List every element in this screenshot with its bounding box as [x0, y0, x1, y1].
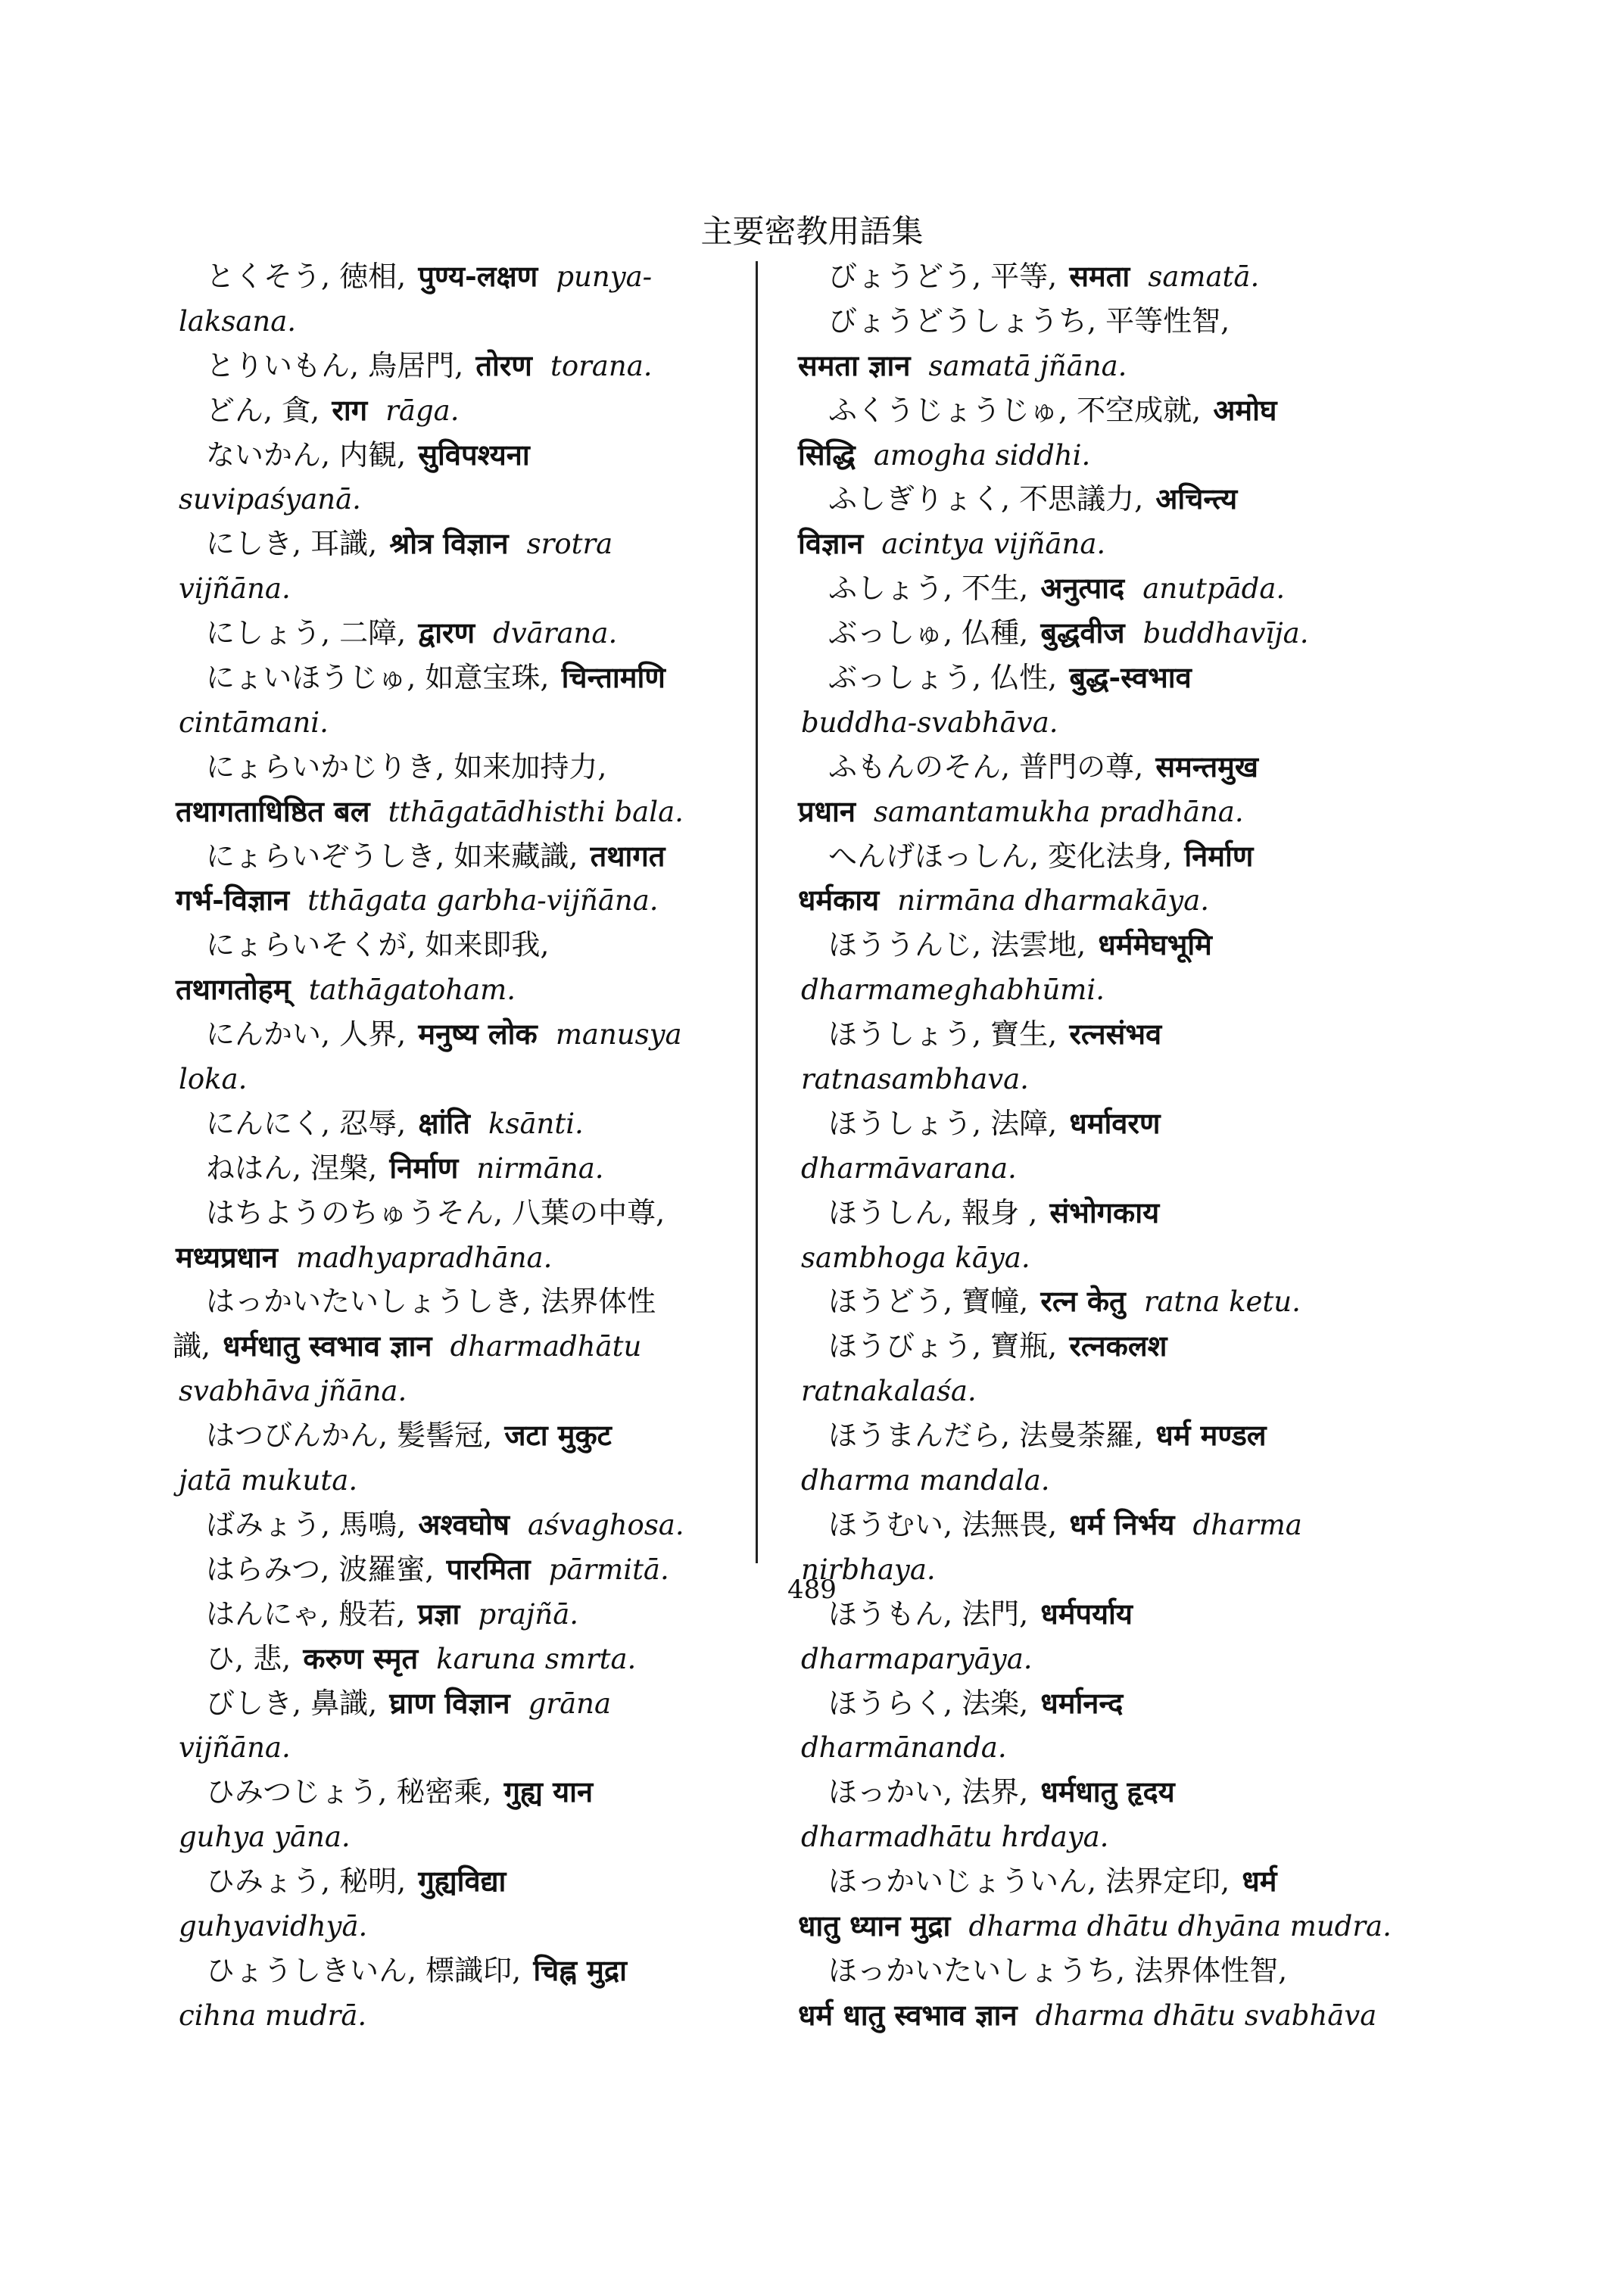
romanized-term: dharmāvarana. [801, 1151, 1017, 1185]
romanized-term: suvipaśyanā. [179, 483, 361, 516]
glossary-line [795, 1369, 1461, 1413]
sanskrit-term: गुह्यविद्या [418, 1864, 507, 1899]
japanese-term: ないかん, 内観, [206, 438, 407, 472]
glossary-line [173, 1413, 854, 1458]
glossary-line [795, 967, 1461, 1012]
sanskrit-term: राग [332, 392, 368, 427]
glossary-line [173, 1637, 854, 1681]
japanese-term: びょうどうしょうち, 平等性智, [828, 304, 1230, 338]
glossary-line [795, 1012, 1461, 1057]
japanese-term: ばみょう, 馬鳴, [206, 1507, 407, 1541]
japanese-term: ほううんじ, 法雲地, [828, 928, 1086, 962]
japanese-term: ぶっしゅ, 仏種, [828, 616, 1029, 650]
glossary-line [173, 1859, 854, 1904]
romanized-term: tthāgatādhisthi bala. [388, 795, 684, 828]
sanskrit-term: घ्राण विज्ञान [389, 1685, 510, 1720]
sanskrit-term: प्रधान [798, 793, 856, 828]
japanese-term: ふしぎりょく, 不思議力, [828, 482, 1144, 516]
sanskrit-term: समता ज्ञान [798, 347, 911, 382]
glossary-line [173, 522, 854, 566]
glossary-line [173, 790, 854, 834]
glossary-line [173, 344, 854, 388]
romanized-term: ksānti. [488, 1107, 584, 1140]
glossary-line [795, 745, 1461, 790]
right-column [795, 254, 1461, 2038]
romanized-term: anutpāda. [1142, 572, 1286, 606]
glossary-line [173, 1101, 854, 1146]
glossary-line [795, 1993, 1461, 2038]
sanskrit-term: मध्यप्रधान [176, 1239, 278, 1274]
glossary-line [795, 1235, 1461, 1280]
japanese-term: ふくうじょうじゅ, 不空成就, [828, 393, 1202, 427]
glossary-line [173, 1057, 854, 1101]
sanskrit-term: समन्तमुख [1155, 749, 1258, 784]
glossary-line [795, 700, 1461, 745]
japanese-term: ほうもん, 法門, [828, 1597, 1029, 1631]
glossary-line [173, 254, 854, 299]
romanized-term: svabhāva jñāna. [179, 1375, 407, 1408]
glossary-line [173, 1324, 854, 1369]
glossary-line [795, 1681, 1461, 1726]
romanized-term: manusya [555, 1018, 682, 1051]
romanized-term: torana. [550, 349, 653, 382]
romanized-term: prajñā. [478, 1597, 579, 1631]
japanese-term: はちようのちゅうそん, 八葉の中尊, [206, 1195, 665, 1229]
sanskrit-term: जटा मुकुट [504, 1418, 612, 1453]
sanskrit-term: धर्म निर्भय [1069, 1506, 1175, 1541]
japanese-term: どん, 貪, [206, 393, 320, 427]
romanized-term: sambhoga kāya. [801, 1241, 1030, 1274]
glossary-line [173, 923, 854, 967]
glossary-line [795, 611, 1461, 656]
glossary-line [795, 1101, 1461, 1146]
sanskrit-term: संभोगकाय [1049, 1195, 1160, 1229]
romanized-term: cintāmani. [179, 706, 329, 739]
japanese-term: にんかい, 人界, [206, 1017, 407, 1051]
glossary-line [795, 878, 1461, 923]
sanskrit-term: श्रोत्र विज्ञान [389, 526, 509, 561]
japanese-term: にしき, 耳識, [206, 527, 378, 561]
sanskrit-term: तथागत [590, 838, 665, 873]
romanized-term: ratnasambhava. [801, 1063, 1029, 1096]
romanized-term: pārmitā. [548, 1553, 669, 1586]
glossary-line [795, 1057, 1461, 1101]
column-divider [756, 261, 758, 1563]
romanized-term: dharma dhātu dhyāna mudra. [968, 1909, 1392, 1943]
sanskrit-term: रत्नसंभव [1069, 1017, 1162, 1051]
romanized-term: guhyavidhyā. [179, 1909, 368, 1943]
romanized-term: rāga. [385, 394, 460, 427]
glossary-line [795, 834, 1461, 879]
glossary-line [795, 1725, 1461, 1770]
romanized-term: samantamukha pradhāna. [874, 795, 1244, 828]
japanese-term: とくそう, 徳相, [206, 260, 407, 293]
glossary-line [795, 299, 1461, 344]
japanese-term: ひ, 悲, [206, 1641, 291, 1675]
romanized-term: ratnakalaśa. [801, 1375, 977, 1408]
sanskrit-term: करुण स्मृत [303, 1640, 419, 1675]
romanized-term: dharmānanda. [801, 1731, 1007, 1765]
japanese-term: にょらいかじりき, 如来加持力, [206, 749, 607, 784]
sanskrit-term: प्रज्ञा [417, 1596, 460, 1631]
glossary-line [173, 566, 854, 611]
glossary-line [173, 1681, 854, 1726]
japanese-term: ほうしん, 報身 , [828, 1195, 1038, 1229]
sanskrit-term: निर्माण [389, 1150, 459, 1185]
romanized-term: grāna [528, 1687, 612, 1720]
romanized-term: tthāgata garbha-vijñāna. [307, 884, 659, 918]
glossary-line [795, 1770, 1461, 1815]
glossary-line [173, 834, 854, 879]
sanskrit-term: चिन्तामणि [561, 660, 665, 695]
romanized-term: madhyapradhāna. [296, 1241, 553, 1274]
glossary-line [795, 344, 1461, 388]
sanskrit-term: बुद्धवीज [1040, 615, 1125, 650]
romanized-term: dharmadhātu hrdaya. [801, 1821, 1109, 1854]
glossary-line [795, 388, 1461, 433]
japanese-term: 識, [173, 1329, 211, 1363]
japanese-term: びしき, 鼻識, [206, 1686, 378, 1720]
glossary-line [173, 1369, 854, 1413]
romanized-term: dharma [1192, 1508, 1302, 1541]
japanese-term: ぶっしょう, 仏性, [828, 661, 1058, 695]
romanized-term: guhya yāna. [179, 1821, 351, 1854]
romanized-term: samatā. [1148, 260, 1260, 293]
glossary-line [173, 388, 854, 433]
sanskrit-term: अचिन्त्य [1155, 481, 1238, 516]
sanskrit-term: तोरण [475, 347, 532, 382]
romanized-term: nirmāna dharmakāya. [897, 884, 1210, 918]
japanese-term: ほうまんだら, 法曼荼羅, [828, 1419, 1144, 1453]
glossary-line [795, 923, 1461, 967]
romanized-term: tathāgatoham. [308, 974, 516, 1007]
sanskrit-term: निर्माण [1184, 838, 1254, 873]
romanized-term: nirmāna. [476, 1151, 604, 1185]
romanized-term: loka. [179, 1063, 248, 1096]
glossary-line [173, 1191, 854, 1235]
sanskrit-term: बुद्ध-स्वभाव [1069, 660, 1192, 695]
sanskrit-term: गर्भ-विज्ञान [176, 883, 290, 918]
japanese-term: ひょうしきいん, 標識印, [206, 1953, 522, 1987]
glossary-line [173, 1770, 854, 1815]
sanskrit-term: धर्मधातु स्वभाव ज्ञान [223, 1329, 432, 1363]
left-column [173, 254, 854, 2038]
page-number: 489 [787, 1575, 837, 1605]
glossary-line [795, 1949, 1461, 1993]
japanese-term: はっかいたいしょうしき, 法界体性 [206, 1285, 656, 1319]
glossary-line [795, 566, 1461, 611]
glossary-line [795, 1413, 1461, 1458]
sanskrit-term: धर्म मण्डल [1155, 1418, 1267, 1453]
glossary-line [795, 254, 1461, 299]
glossary-line [173, 1993, 854, 2038]
japanese-term: にょらいぞうしき, 如来藏識, [206, 839, 578, 873]
japanese-term: ほうむい, 法無畏, [828, 1507, 1058, 1541]
japanese-term: びょうどう, 平等, [828, 260, 1058, 293]
glossary-line [795, 1146, 1461, 1191]
glossary-line [795, 656, 1461, 700]
glossary-line [173, 1012, 854, 1057]
romanized-term: vijñāna. [179, 1731, 291, 1765]
sanskrit-term: धर्मानन्द [1040, 1685, 1124, 1720]
romanized-term: acintya vijñāna. [881, 528, 1106, 561]
sanskrit-term: गुह्य यान [503, 1774, 594, 1809]
glossary-line [173, 878, 854, 923]
glossary-line [795, 1458, 1461, 1503]
romanized-term: ratna ketu. [1143, 1285, 1301, 1319]
sanskrit-term: रत्न केतु [1040, 1284, 1126, 1319]
glossary-line [173, 1815, 854, 1859]
glossary-line [795, 522, 1461, 566]
sanskrit-term: तथागताधिष्ठित बल [176, 793, 370, 828]
glossary-line [173, 1949, 854, 1993]
japanese-term: ひみつじょう, 秘密乘, [206, 1775, 492, 1809]
sanskrit-term: सिद्धि [798, 437, 856, 472]
sanskrit-term: पुण्य-लक्षण [418, 259, 538, 293]
sanskrit-term: धर्मावरण [1069, 1105, 1161, 1140]
japanese-term: ほうびょう, 寶瓶, [828, 1329, 1058, 1363]
japanese-term: ほっかいじょういん, 法界定印, [828, 1865, 1230, 1899]
glossary-line [173, 1235, 854, 1280]
japanese-term: へんげほっしん, 変化法身, [828, 839, 1173, 873]
japanese-term: ふもんのそん, 普門の尊, [828, 749, 1144, 784]
romanized-term: dvārana. [493, 617, 618, 650]
japanese-term: にんにく, 忍辱, [206, 1106, 407, 1140]
glossary-line [173, 745, 854, 790]
glossary-line [173, 1904, 854, 1949]
romanized-term: amogha siddhi. [873, 438, 1091, 472]
romanized-term: dharmadhātu [450, 1330, 642, 1363]
romanized-term: dharmameghabhūmi. [801, 974, 1105, 1007]
sanskrit-term: चिह्न मुद्रा [533, 1952, 627, 1987]
romanized-term: nirbhaya. [801, 1553, 936, 1586]
glossary-line [795, 433, 1461, 478]
romanized-term: karuna smrta. [436, 1642, 637, 1675]
japanese-term: ほうしょう, 寶生, [828, 1017, 1058, 1051]
glossary-line [173, 299, 854, 344]
romanized-term: laksana. [179, 304, 297, 338]
page-title: 主要密教用語集 [700, 213, 924, 250]
glossary-line [173, 1279, 854, 1324]
sanskrit-term: अमोघ [1213, 392, 1277, 427]
japanese-term: はつびんかん, 髪髻冠, [206, 1419, 493, 1453]
romanized-term: aśvaghosa. [528, 1508, 684, 1541]
glossary-line [795, 1815, 1461, 1859]
japanese-term: にしょう, 二障, [206, 616, 407, 650]
romanized-term: dharma dhātu svabhāva [1035, 1999, 1377, 2032]
glossary-line [795, 1191, 1461, 1235]
sanskrit-term: विज्ञान [798, 526, 864, 561]
sanskrit-term: धर्मधातु हृदय [1040, 1774, 1175, 1809]
sanskrit-term: अनुत्पाद [1040, 571, 1125, 606]
sanskrit-term: धर्मकाय [798, 883, 880, 918]
sanskrit-term: क्षांति [418, 1105, 470, 1140]
glossary-line [173, 477, 854, 522]
japanese-term: にょらいそくが, 如来即我, [206, 928, 550, 962]
sanskrit-term: रत्नकलश [1069, 1329, 1167, 1363]
japanese-term: ほうどう, 寶幢, [828, 1285, 1029, 1319]
glossary-line [795, 1324, 1461, 1369]
glossary-line [173, 700, 854, 745]
romanized-term: samatā jñāna. [928, 349, 1127, 382]
glossary-line [173, 611, 854, 656]
glossary-line [173, 433, 854, 478]
japanese-term: にょいほうじゅ, 如意宝珠, [206, 661, 550, 695]
sanskrit-term: मनुष्य लोक [418, 1017, 538, 1051]
japanese-term: ほうしょう, 法障, [828, 1106, 1058, 1140]
glossary-line [173, 1503, 854, 1547]
romanized-term: buddha-svabhāva. [801, 706, 1058, 739]
japanese-term: ひみょう, 秘明, [206, 1865, 407, 1899]
japanese-term: ふしょう, 不生, [828, 572, 1029, 606]
sanskrit-term: धातु ध्यान मुद्रा [798, 1908, 951, 1943]
glossary-line [173, 1458, 854, 1503]
sanskrit-term: तथागतोहम् [176, 972, 291, 1007]
romanized-term: jatā mukuta. [179, 1464, 358, 1497]
sanskrit-term: सुविपश्यना [418, 437, 530, 472]
romanized-term: srotra [526, 528, 613, 561]
sanskrit-term: द्वारण [418, 615, 475, 650]
romanized-term: dharma mandala. [801, 1464, 1050, 1497]
sanskrit-term: धर्म [1242, 1864, 1277, 1899]
glossary-line [795, 790, 1461, 834]
glossary-line [795, 1904, 1461, 1949]
japanese-term: ねはん, 涅槃, [206, 1151, 378, 1185]
sanskrit-term: धर्ममेघभूमि [1098, 927, 1212, 962]
glossary-line [173, 1725, 854, 1770]
sanskrit-term: समता [1069, 259, 1130, 293]
glossary-line [795, 1637, 1461, 1681]
glossary-line [173, 967, 854, 1012]
glossary-line [795, 1859, 1461, 1904]
sanskrit-term: धर्म धातु स्वभाव ज्ञान [798, 1997, 1018, 2032]
japanese-term: ほっかい, 法界, [828, 1775, 1029, 1809]
japanese-term: はんにゃ, 般若, [206, 1597, 406, 1631]
japanese-term: ほうらく, 法楽, [828, 1686, 1029, 1720]
sanskrit-term: अश्वघोष [418, 1506, 510, 1541]
glossary-line [173, 656, 854, 700]
sanskrit-term: धर्मपर्याय [1040, 1596, 1133, 1631]
glossary-line [795, 1503, 1461, 1547]
romanized-term: punya- [556, 260, 653, 293]
japanese-term: はらみつ, 波羅蜜, [206, 1552, 435, 1586]
glossary-line [795, 1279, 1461, 1324]
glossary-line [173, 1146, 854, 1191]
glossary-line [795, 477, 1461, 522]
romanized-term: buddhavīja. [1142, 617, 1309, 650]
romanized-term: dharmaparyāya. [801, 1642, 1033, 1675]
romanized-term: cihna mudrā. [179, 1999, 367, 2032]
japanese-term: ほっかいたいしょうち, 法界体性智, [828, 1953, 1288, 1987]
sanskrit-term: पारमिता [446, 1551, 531, 1586]
romanized-term: vijñāna. [179, 572, 291, 606]
japanese-term: とりいもん, 鳥居門, [206, 348, 464, 382]
